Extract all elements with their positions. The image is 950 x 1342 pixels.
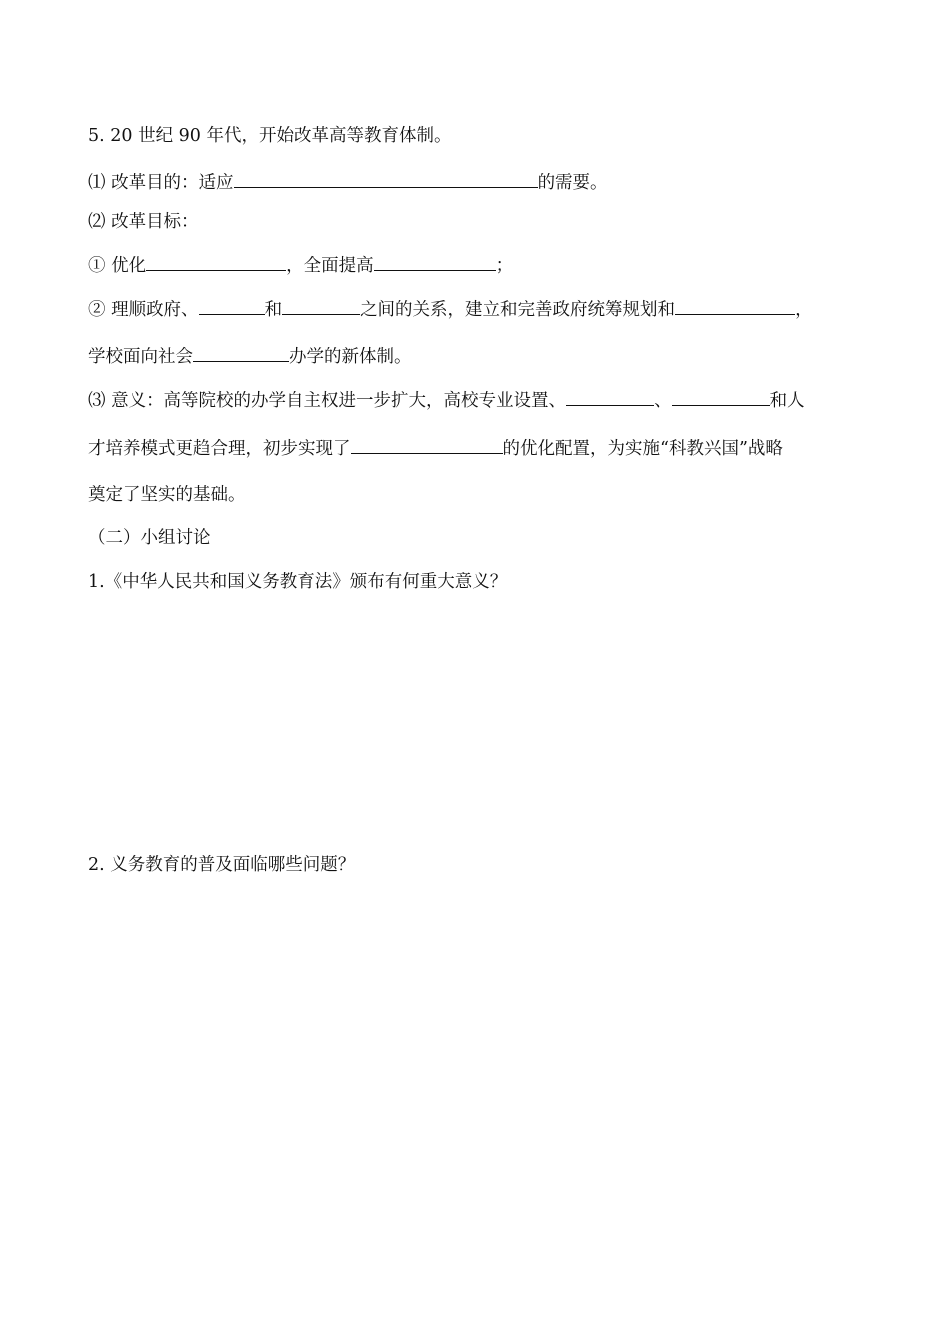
q5-significance-text: 、 xyxy=(654,391,672,411)
q5-significance-text: ⑶ 意义：高等院校的办学自主权进一步扩大，高校专业设置、 xyxy=(88,391,567,411)
q5-goal-1-text: ，全面提高 xyxy=(286,256,374,276)
q5-goal-2-text: 办学的新体制。 xyxy=(289,347,412,367)
fill-blank[interactable] xyxy=(282,296,360,315)
fill-blank[interactable] xyxy=(566,387,654,406)
q5-goal-2-cont xyxy=(88,343,412,369)
q5-significance-end: 奠定了坚实的基础。 xyxy=(88,485,246,505)
q5-goal-heading: ⑵ 改革目标： xyxy=(88,212,199,232)
q5-goal-2-text: 学校面向社会 xyxy=(88,347,193,367)
q5-purpose-label: ⑴ 改革目的：适应 xyxy=(88,173,234,193)
q5-goal-2-text: 和 xyxy=(264,300,283,320)
q5-significance-text: 才培养模式更趋合理，初步实现了 xyxy=(88,439,351,459)
q5-goal-1 xyxy=(88,252,513,278)
q5-goal-2 xyxy=(88,296,813,322)
q5-goal-1-text: ； xyxy=(495,256,514,276)
q5-significance-text: 的优化配置，为实施“科教兴国”战略 xyxy=(502,439,783,459)
discussion-question-1: 1.《中华人民共和国义务教育法》颁布有何重大意义？ xyxy=(88,572,508,592)
q5-goal-1-text: ① 优化 xyxy=(88,256,147,276)
discussion-heading: （二）小组讨论 xyxy=(88,528,211,548)
discussion-question-2: 2. 义务教育的普及面临哪些问题？ xyxy=(88,855,356,875)
q5-purpose xyxy=(88,169,608,195)
q5-title: 5. 20 世纪 90 年代，开始改革高等教育体制。 xyxy=(88,126,452,146)
fill-blank[interactable] xyxy=(675,296,795,315)
q5-goal-2-text: ② 理顺政府、 xyxy=(88,300,199,320)
fill-blank[interactable] xyxy=(234,169,538,188)
q5-significance xyxy=(88,387,805,413)
fill-blank[interactable] xyxy=(146,252,286,271)
fill-blank[interactable] xyxy=(672,387,770,406)
fill-blank[interactable] xyxy=(374,252,496,271)
fill-blank[interactable] xyxy=(193,343,289,362)
q5-significance-text: 和人 xyxy=(769,391,805,411)
fill-blank[interactable] xyxy=(351,435,503,454)
q5-significance-cont xyxy=(88,435,783,461)
fill-blank[interactable] xyxy=(199,296,265,315)
q5-purpose-suffix: 的需要。 xyxy=(537,173,608,193)
q5-goal-2-text: 之间的关系，建立和完善政府统筹规划和 xyxy=(360,300,676,320)
q5-goal-2-text: ， xyxy=(795,300,813,320)
